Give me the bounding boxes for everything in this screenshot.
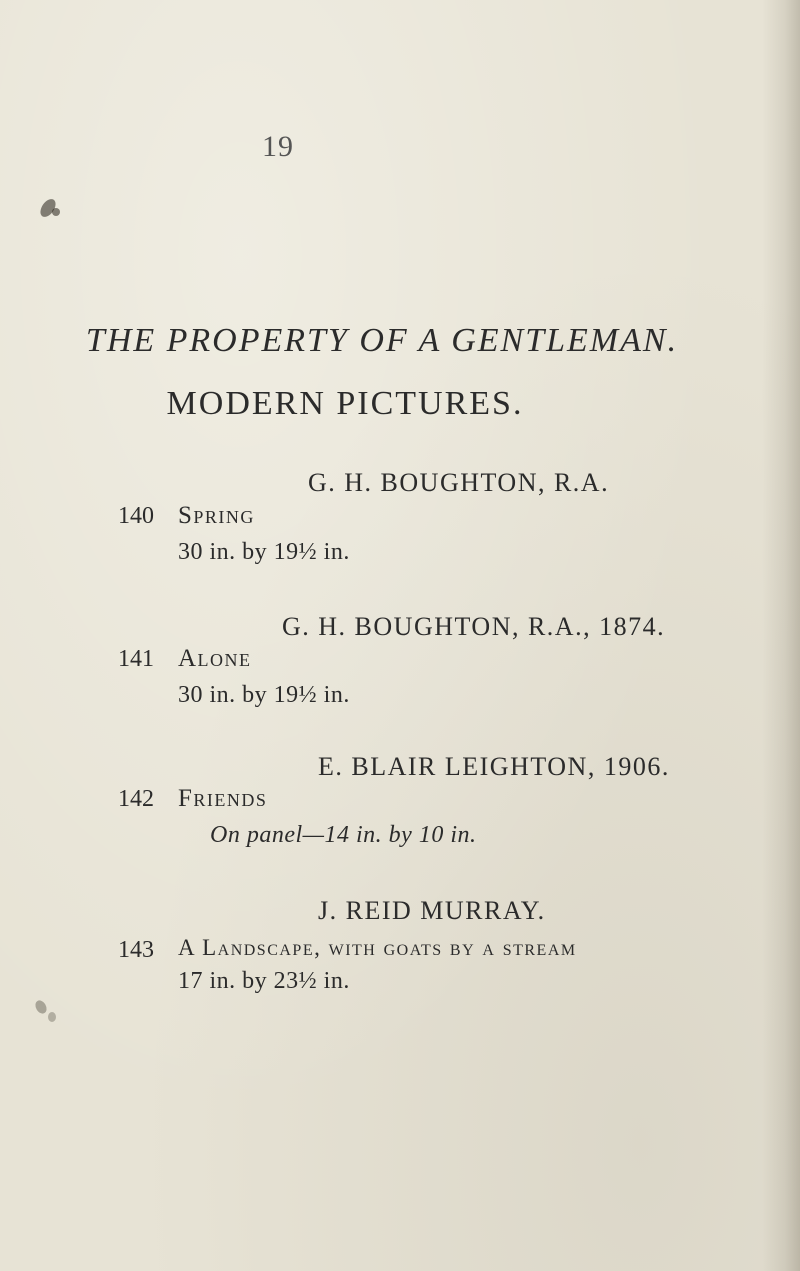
lot-number: 143 xyxy=(118,937,154,963)
lot-number: 142 xyxy=(118,786,154,812)
lot-dimensions: 30 in. by 19½ in. xyxy=(178,682,350,708)
lot-dimensions: 30 in. by 19½ in. xyxy=(178,539,350,565)
lot-title: Friends xyxy=(178,785,268,812)
sale-heading: THE PROPERTY OF A GENTLEMAN. xyxy=(85,322,679,359)
lot-number: 140 xyxy=(118,503,154,529)
artist-name: E. BLAIR LEIGHTON, 1906. xyxy=(318,752,670,781)
lot-title: A Landscape, with goats by a stream xyxy=(178,935,577,960)
lot-dimensions: 17 in. by 23½ in. xyxy=(178,968,350,994)
stain-mark xyxy=(48,1012,56,1022)
lot-title: Alone xyxy=(178,645,252,672)
artist-name: G. H. BOUGHTON, R.A. xyxy=(308,468,610,497)
stain-mark xyxy=(33,998,49,1015)
page-edge-shadow xyxy=(762,0,800,1271)
artist-name: J. REID MURRAY. xyxy=(318,896,546,925)
stain-mark xyxy=(52,208,60,216)
lot-number: 141 xyxy=(118,646,154,672)
lot-dimensions: On panel—14 in. by 10 in. xyxy=(210,822,477,848)
artist-name: G. H. BOUGHTON, R.A., 1874. xyxy=(282,612,666,641)
section-heading: MODERN PICTURES. xyxy=(166,385,524,422)
page-number: 19 xyxy=(262,130,294,163)
lot-title: Spring xyxy=(178,502,255,529)
